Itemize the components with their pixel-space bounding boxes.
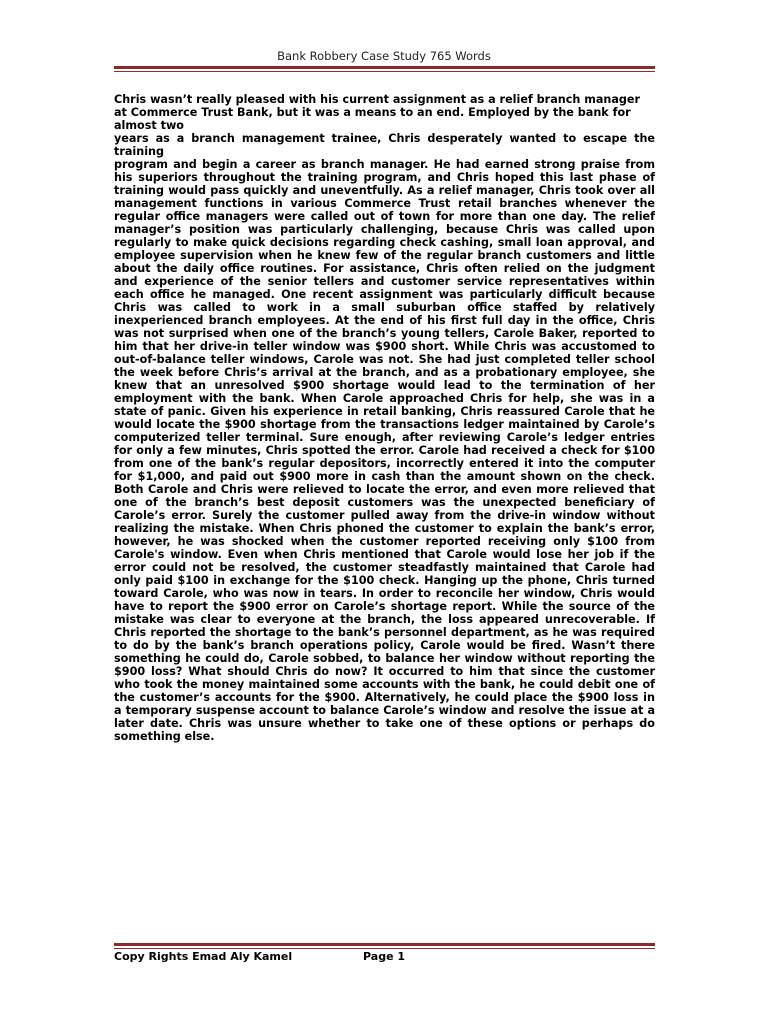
page-header-title: Bank Robbery Case Study 765 Words [277,49,491,63]
body-paragraph: program and begin a career as branch manager. He had earned strong praise from his superiors throughout the training program, and Chris hoped this last phase of training would pass quickly and uneventfully. As a relief manager, Chris took over all management functions in various Commerce Trust retail branches whenever the regular office managers were called out of town for more than one day. The relief manager’s position was particularly challenging, because Chris was called upon regularly to make quick decisions regarding check cashing, small loan approval, and employee supervision when he knew few of the regular branch customers and little about the daily office routines. For assistance, Chris often relied on the judgment and experience of the senior tellers and customer service representatives within each office he managed. One recent assignment was particularly difficult because Chris was called to work in a small suburban office staffed by relatively inexperienced branch employees. At the end of his first full day in the office, Chris was not surprised when one of the branch’s young tellers, Carole Baker, reported to him that her drive-in teller window was $900 short. While Chris was accustomed to out-of-balance teller windows, Carole was not. She had just completed teller school the week before Chris’s arrival at the branch, and as a probationary employee, she knew that an unresolved $900 shortage would lead to the termination of her employment with the bank. When Carole approached Chris for help, she was in a state of panic. Given his experience in retail banking, Chris reassured Carole that he would locate the $900 shortage from the transactions ledger maintained by Carole’s computerized teller terminal. Sure enough, after reviewing Carole’s ledger entries for only a few minutes, Chris spotted the error. Carole had received a check for $100 from one of the bank’s regular depositors, incorrectly entered it into the computer for $1,000, and paid out $900 more in cash than the amount shown on the check. Both Carole and Chris were relieved to locate the error, and even more relieved that one of the branch’s best deposit customers was the unexpected beneficiary of Carole’s error. Surely the customer pulled away from the drive-in window without realizing the mistake. When Chris phoned the customer to explain the bank’s error, however, he was shocked when the customer reported receiving only $100 from Carole's window. Even when Chris mentioned that Carole would lose her job if the error could not be resolved, the customer steadfastly maintained that Carole had only paid $100 in exchange for the $100 check. Hanging up the phone, Chris turned toward Carole, who was now in tears. In order to reconcile her window, Chris would have to report the $900 error on Carole’s shortage report. While the source of the mistake was clear to everyone at the branch, the loss appeared unrecoverable. If Chris reported the shortage to the bank’s personnel department, as he was required to do by the bank’s branch operations policy, Carole would be fired. Wasn’t there something he could do, Carole sobbed, to balance her window without reporting the $900 loss? What should Chris do now? It occurred to him that since the customer who took the money maintained some accounts with the bank, he could debit one of the customer’s accounts for the $900. Alternatively, he could place the $900 loss in a temporary suspense account to balance Carole’s window and resolve the issue at a later date. Chris was unsure whether to take one of these options or perhaps do something else. [114,158,655,743]
body-paragraph: Chris wasn’t really pleased with his current assignment as a relief branch manager at Commerce Trust Bank, but it was a means to an end. Employed by the bank for almost two [114,93,641,132]
footer-page-number: Page 1 [363,950,406,963]
header-divider [114,66,655,72]
document-body [114,93,655,743]
footer-divider [114,943,655,949]
body-paragraph: years as a branch management trainee, Chris desperately wanted to escape the training [114,132,655,158]
footer-copyright: Copy Rights Emad Aly Kamel [114,950,293,963]
